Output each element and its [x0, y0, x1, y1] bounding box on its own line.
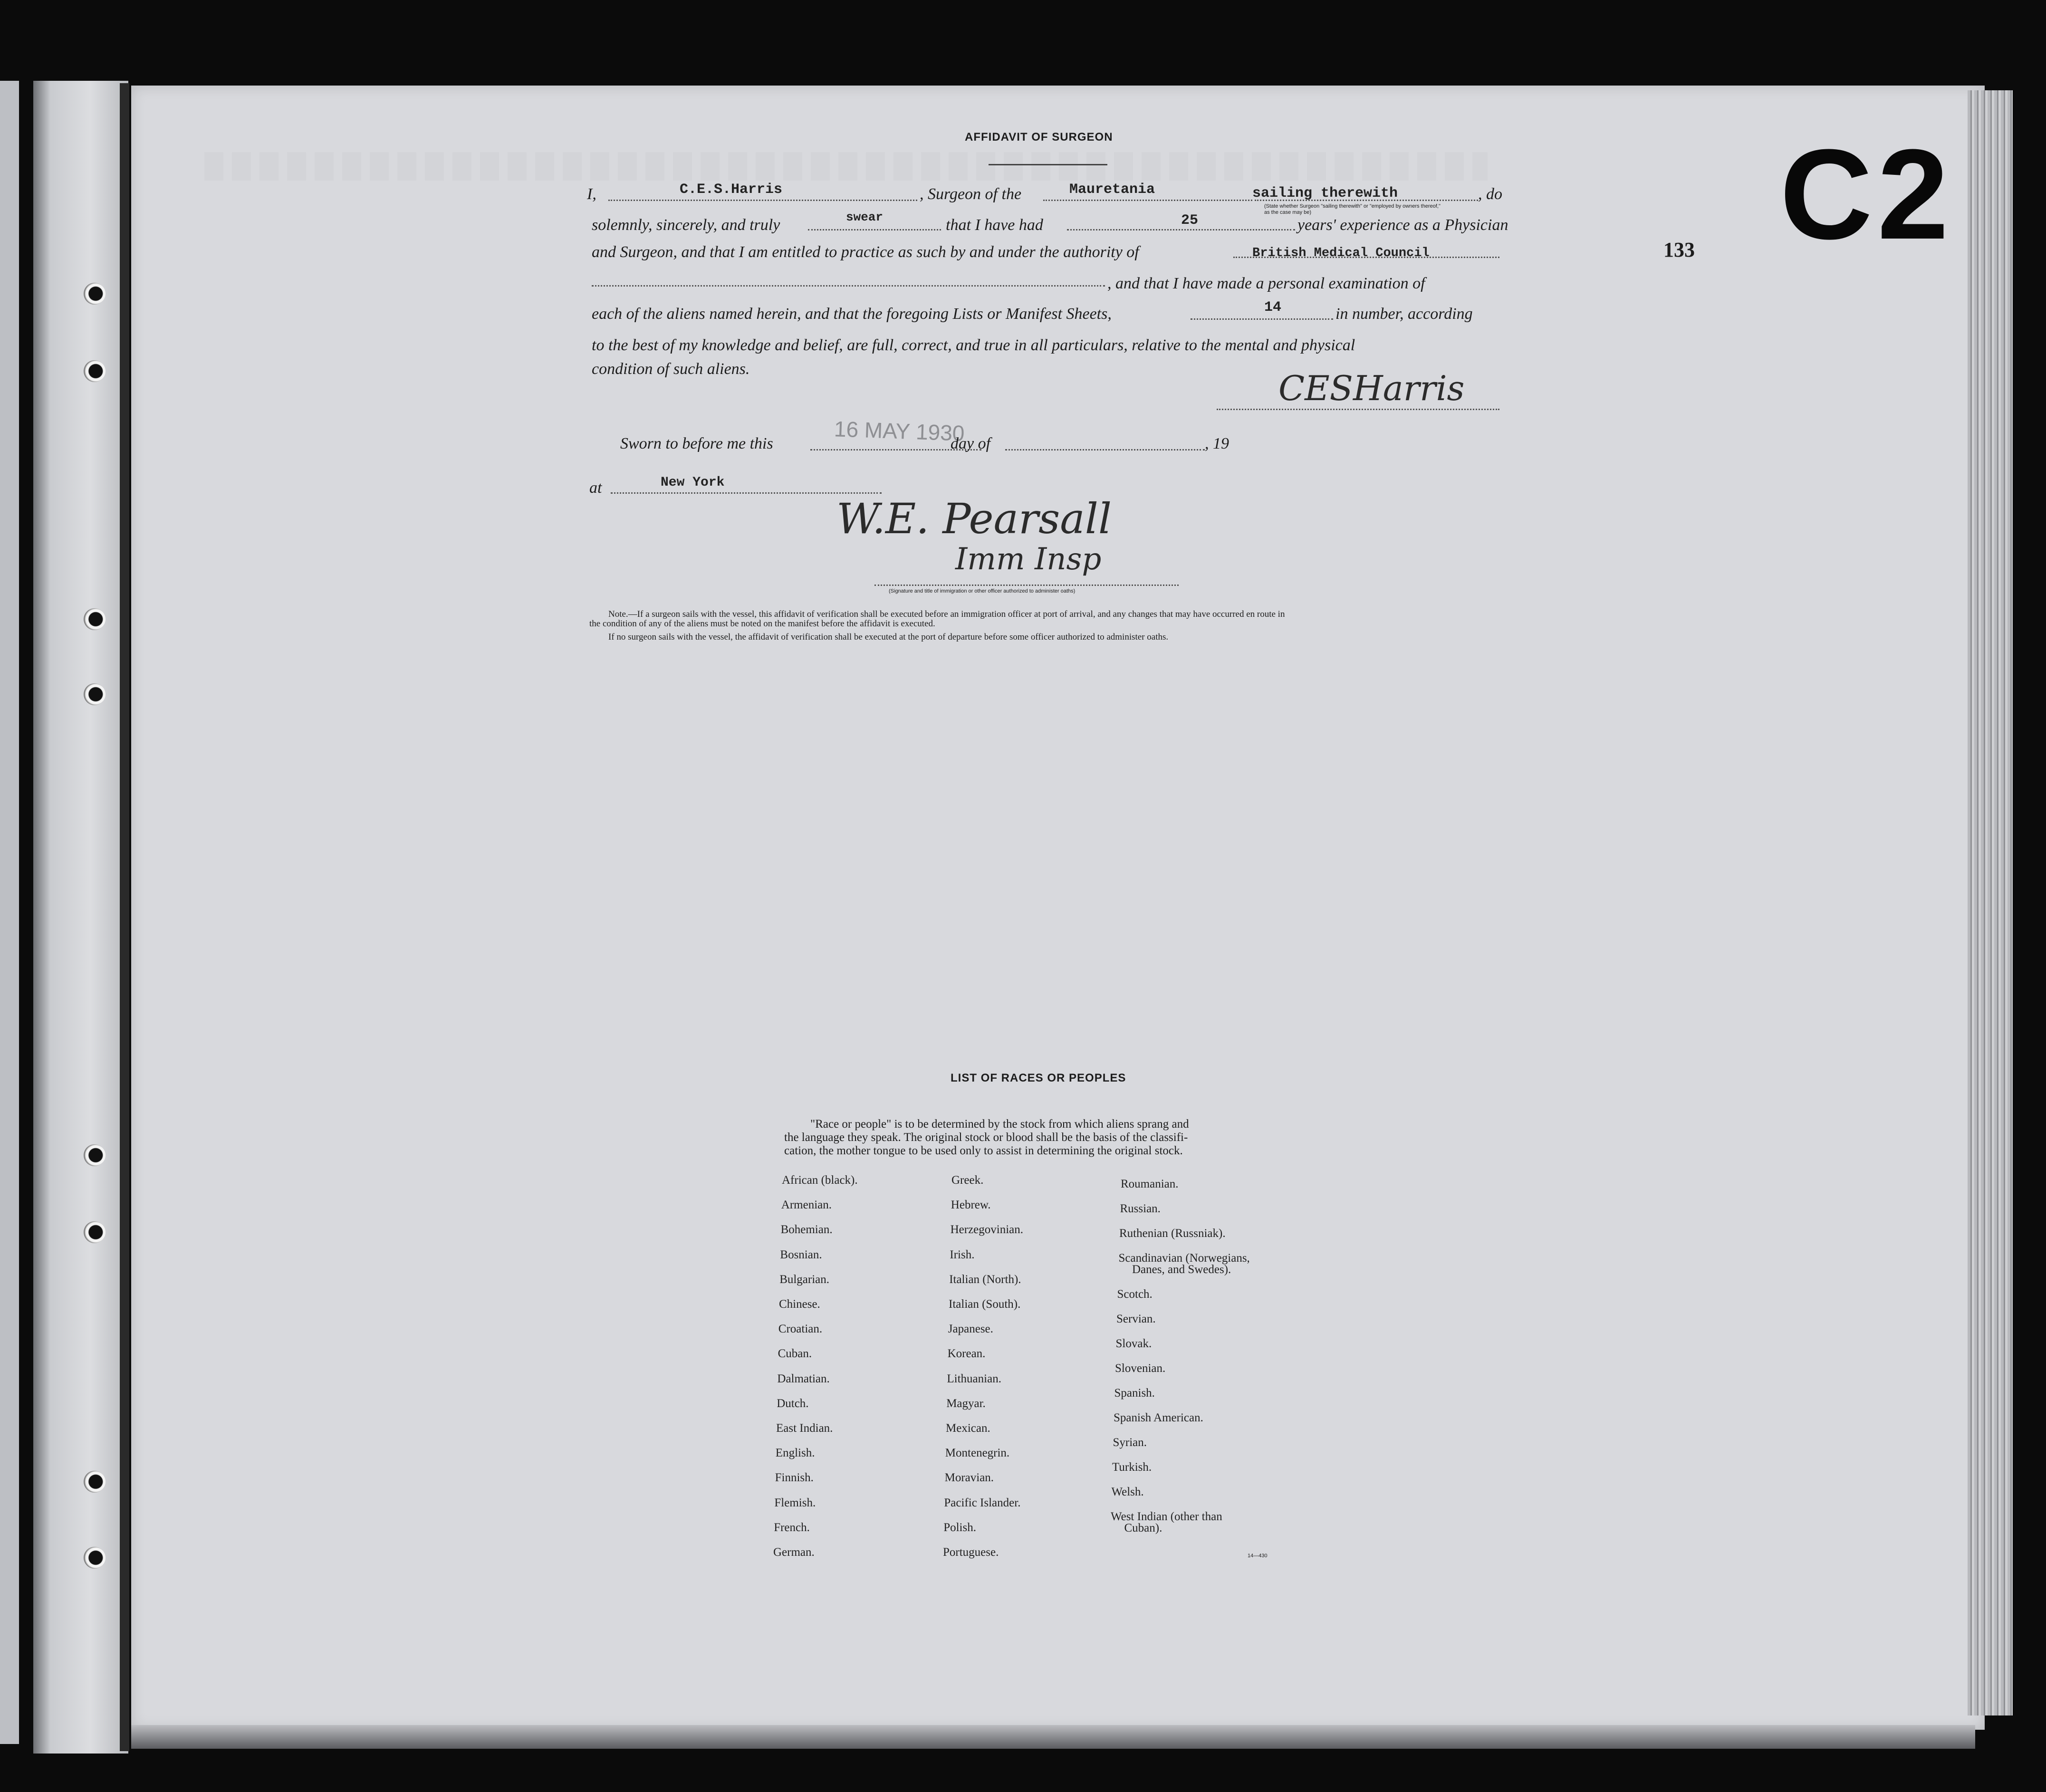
form-number: 14—430	[1248, 1553, 1268, 1559]
race-entry: Flemish.	[774, 1496, 816, 1509]
race-entry: Greek.	[951, 1174, 984, 1187]
race-entry: Bosnian.	[780, 1248, 822, 1261]
race-entry: Portuguese.	[943, 1546, 999, 1559]
race-entry: Italian (South).	[949, 1298, 1021, 1311]
race-entry: Lithuanian.	[947, 1372, 1001, 1385]
binder-hole	[84, 1471, 106, 1493]
race-entry: Spanish.	[1114, 1387, 1155, 1399]
race-entry: Chinese.	[779, 1298, 820, 1311]
stamp-code: C2	[1780, 123, 1954, 266]
page-stack-edge	[1968, 90, 2013, 1715]
race-entry: Korean.	[947, 1347, 986, 1361]
binder-edge	[120, 83, 129, 1751]
affidavit-text: solemnly, sincerely, and truly	[592, 216, 780, 234]
sailing-status: sailing therewith	[1252, 185, 1398, 201]
sheets-line	[1191, 318, 1333, 320]
race-entry: Japanese.	[948, 1322, 993, 1336]
note-line: Note.—If a surgeon sails with the vessel, this affidavit of verification shall be executed before an immigration officer at port of arrival, and any changes that may have occurred en route in	[608, 609, 1285, 619]
document-page	[131, 86, 1985, 1730]
page-bottom-edge	[131, 1725, 1975, 1749]
binder-hole	[84, 683, 106, 705]
note-line: If no surgeon sails with the vessel, the affidavit of verification shall be executed at the port of departure before some officer authorized to administer oaths.	[608, 632, 1169, 642]
binder-margin	[33, 81, 128, 1754]
race-entry: Syrian.	[1113, 1436, 1147, 1449]
race-entry: Roumanian.	[1121, 1178, 1179, 1190]
race-entry: Croatian.	[778, 1322, 823, 1336]
name-line	[608, 200, 917, 201]
race-entry: Italian (North).	[949, 1273, 1021, 1286]
sworn-text: , 19	[1205, 435, 1229, 452]
race-entry: Magyar.	[946, 1397, 986, 1410]
affidavit-text: , do	[1478, 185, 1502, 203]
binder-hole	[84, 283, 106, 305]
affidavit-text: , and that I have made a personal examination of	[1107, 275, 1425, 292]
sworn-place: New York	[661, 475, 725, 490]
status-line	[1255, 200, 1478, 201]
race-entry: Scandinavian (Norwegians,	[1118, 1252, 1250, 1265]
race-entry: Polish.	[943, 1521, 976, 1534]
race-entry: Irish.	[950, 1248, 975, 1261]
authority-name: British Medical Council	[1252, 246, 1430, 260]
date-stamp: 16 MAY 1930	[834, 416, 965, 446]
title-underline	[989, 164, 1107, 165]
race-entry: Spanish American.	[1114, 1411, 1203, 1424]
binder-hole	[84, 1144, 106, 1166]
race-entry: Cuban.	[778, 1347, 812, 1361]
races-intro: the language they speak. The original stock or blood shall be the basis of the classifi-	[784, 1131, 1188, 1144]
race-entry: Servian.	[1116, 1313, 1156, 1325]
race-entry: Dalmatian.	[777, 1372, 830, 1385]
officer-line	[874, 585, 1179, 586]
affidavit-text: to the best of my knowledge and belief, are full, correct, and true in all particulars, relative to the mental and physical	[592, 336, 1355, 354]
race-entry: Slovak.	[1115, 1337, 1152, 1350]
surgeon-signature: CESHarris	[1278, 368, 1465, 408]
affidavit-text: and Surgeon, and that I am entitled to practice as such by and under the authority of	[592, 243, 1139, 261]
oath-line	[808, 229, 941, 230]
race-entry: West Indian (other than	[1111, 1510, 1222, 1523]
race-entry: Moravian.	[944, 1471, 994, 1485]
race-entry: Welsh.	[1111, 1485, 1144, 1498]
signature-caption: (Signature and title of immigration or other officer authorized to administer oaths)	[889, 588, 1076, 594]
race-entry: French.	[774, 1521, 810, 1534]
affidavit-text: each of the aliens named herein, and that the foregoing Lists or Manifest Sheets,	[592, 305, 1112, 323]
page-title: AFFIDAVIT OF SURGEON	[965, 131, 1113, 144]
affidavit-text: I,	[587, 185, 596, 203]
race-entry: Turkish.	[1112, 1461, 1152, 1474]
ship-line	[1043, 200, 1252, 201]
binder-hole	[84, 1547, 106, 1569]
officer-signature: W.E. Pearsall	[836, 494, 1112, 543]
race-entry: Bulgarian.	[779, 1273, 830, 1286]
authority-line-cont	[592, 285, 1105, 287]
affidavit-text: that I have had	[946, 216, 1043, 234]
binder-hole	[84, 1221, 106, 1243]
race-entry: English.	[775, 1447, 815, 1460]
race-entry: African (black).	[782, 1174, 858, 1187]
race-entry: East Indian.	[776, 1422, 833, 1435]
years-count: 25	[1181, 212, 1199, 229]
race-entry: Mexican.	[946, 1422, 990, 1435]
note-line: the condition of any of the aliens must be noted on the manifest before the affidavit is executed.	[589, 619, 935, 629]
sworn-text: at	[589, 479, 602, 497]
bleed-through	[204, 152, 1488, 181]
sworn-month-line	[1005, 449, 1205, 450]
race-entry: Pacific Islander.	[944, 1496, 1021, 1509]
sheet-number: 133	[1663, 238, 1695, 261]
race-entry: Finnish.	[775, 1471, 814, 1485]
officer-title-signature: Imm Insp	[955, 542, 1102, 577]
adjacent-page-edge	[0, 81, 19, 1744]
binder-hole	[84, 608, 106, 630]
race-entry: Armenian.	[781, 1198, 832, 1212]
race-entry: Russian.	[1120, 1202, 1161, 1215]
race-entry: Dutch.	[777, 1397, 809, 1410]
surgeon-name: C.E.S.Harris	[680, 182, 783, 198]
signature-line	[1217, 409, 1499, 410]
races-title: LIST OF RACES OR PEOPLES	[951, 1072, 1126, 1084]
affidavit-text: years' experience as a Physician	[1297, 216, 1508, 234]
race-entry: Danes, and Swedes).	[1132, 1263, 1231, 1276]
oath-word: swear	[846, 210, 884, 224]
race-entry: Hebrew.	[951, 1198, 991, 1212]
status-note: (State whether Surgeon "sailing therewith" or "employed by owners thereof," as the case may be)	[1264, 203, 1441, 215]
sheets-count: 14	[1264, 299, 1282, 316]
sworn-text: day of	[951, 435, 991, 452]
affidavit-text: condition of such aliens.	[592, 360, 750, 378]
affidavit-text: , Surgeon of the	[920, 185, 1022, 203]
affidavit-text: in number, according	[1335, 305, 1473, 323]
race-entry: German.	[773, 1546, 815, 1559]
race-entry: Cuban).	[1124, 1522, 1162, 1534]
years-line	[1067, 229, 1295, 230]
sworn-text: Sworn to before me this	[620, 435, 773, 452]
race-entry: Herzegovinian.	[950, 1223, 1023, 1236]
races-intro: "Race or people" is to be determined by the stock from which aliens sprang and	[810, 1118, 1189, 1131]
race-entry: Slovenian.	[1115, 1362, 1166, 1375]
race-entry: Ruthenian (Russniak).	[1119, 1227, 1226, 1240]
race-entry: Scotch.	[1117, 1288, 1153, 1301]
race-entry: Bohemian.	[780, 1223, 833, 1236]
race-entry: Montenegrin.	[945, 1447, 1010, 1460]
races-intro: cation, the mother tongue to be used only to assist in determining the original stock.	[784, 1144, 1183, 1157]
binder-hole	[84, 360, 106, 382]
place-line	[611, 492, 882, 494]
ship-name: Mauretania	[1069, 182, 1155, 198]
